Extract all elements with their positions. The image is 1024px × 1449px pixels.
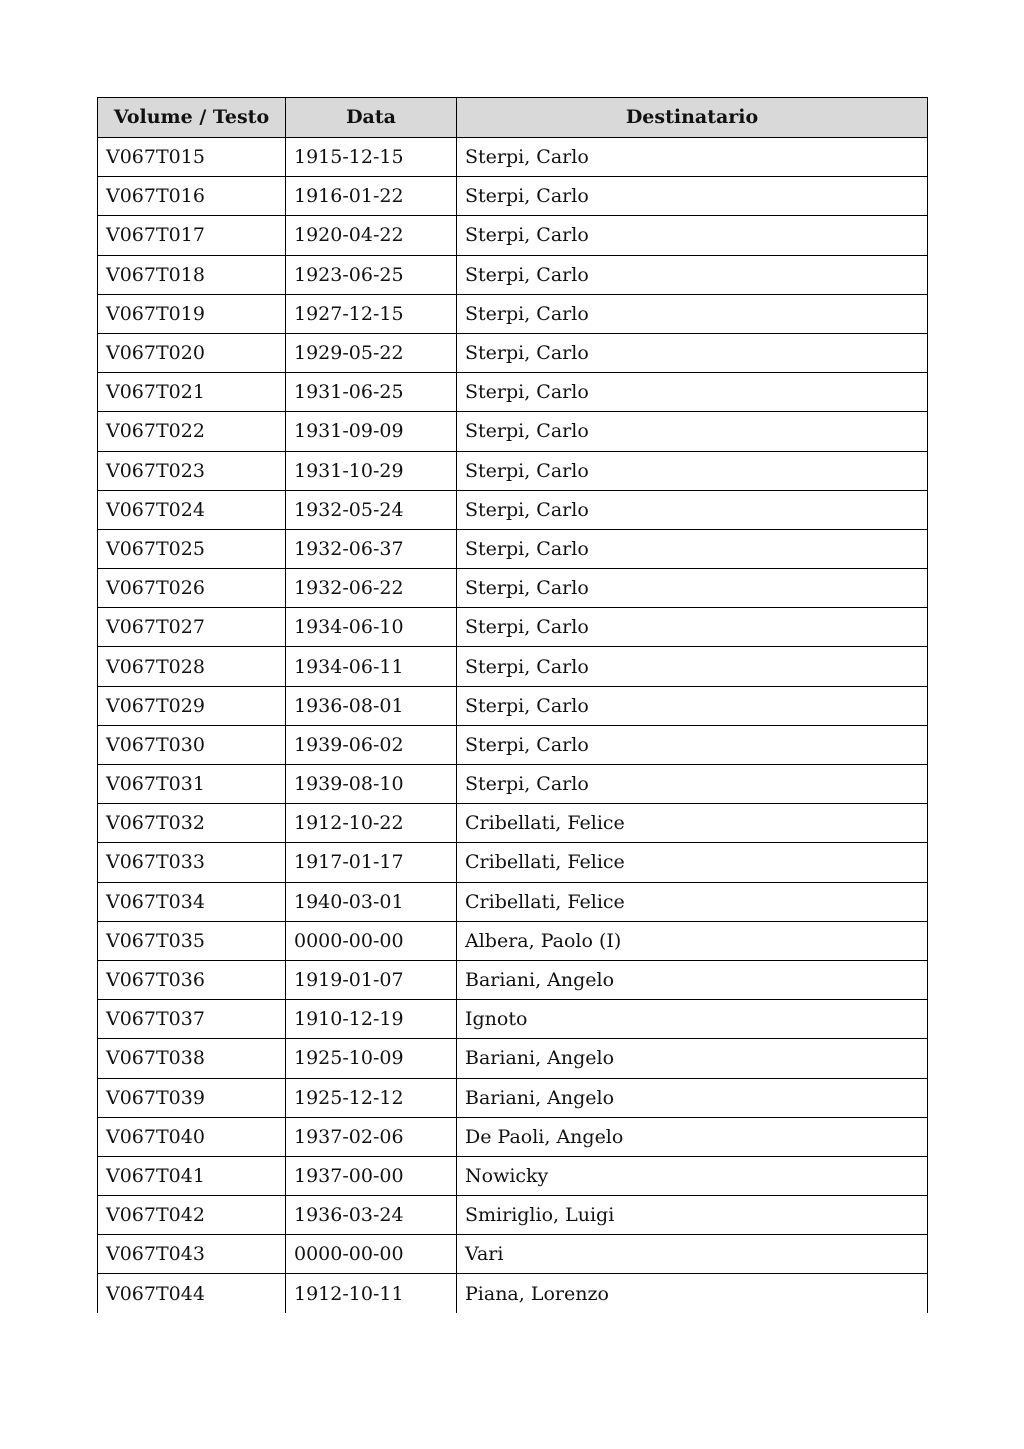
cell-data: 1915-12-15 (286, 138, 457, 177)
cell-volume-testo: V067T025 (98, 529, 286, 568)
cell-destinatario: Ignoto (457, 1000, 928, 1039)
cell-volume-testo: V067T035 (98, 921, 286, 960)
cell-destinatario: Sterpi, Carlo (457, 765, 928, 804)
table-row (98, 373, 928, 412)
cell-volume-testo: V067T016 (98, 177, 286, 216)
table-row (98, 686, 928, 725)
cell-data: 1931-09-09 (286, 412, 457, 451)
cell-data: 1917-01-17 (286, 843, 457, 882)
cell-destinatario: Sterpi, Carlo (457, 177, 928, 216)
cell-destinatario: Sterpi, Carlo (457, 255, 928, 294)
cell-volume-testo: V067T024 (98, 490, 286, 529)
cell-data: 1925-12-12 (286, 1078, 457, 1117)
table-row (98, 1000, 928, 1039)
cell-destinatario: Sterpi, Carlo (457, 725, 928, 764)
table-header (98, 98, 928, 138)
table-row (98, 1078, 928, 1117)
cell-data: 1937-02-06 (286, 1117, 457, 1156)
cell-destinatario: Cribellati, Felice (457, 882, 928, 921)
cell-destinatario: Sterpi, Carlo (457, 490, 928, 529)
cell-data: 1931-06-25 (286, 373, 457, 412)
cell-data: 1939-06-02 (286, 725, 457, 764)
cell-volume-testo: V067T036 (98, 960, 286, 999)
cell-volume-testo: V067T020 (98, 333, 286, 372)
header-row (98, 98, 928, 138)
cell-volume-testo: V067T027 (98, 608, 286, 647)
cell-destinatario: Albera, Paolo (I) (457, 921, 928, 960)
table-row (98, 1039, 928, 1078)
cell-data: 1916-01-22 (286, 177, 457, 216)
table-row (98, 569, 928, 608)
cell-volume-testo: V067T018 (98, 255, 286, 294)
table-row (98, 960, 928, 999)
table-row (98, 882, 928, 921)
table-row (98, 255, 928, 294)
cell-volume-testo: V067T034 (98, 882, 286, 921)
cell-volume-testo: V067T038 (98, 1039, 286, 1078)
table-row (98, 138, 928, 177)
cell-volume-testo: V067T044 (98, 1274, 286, 1313)
cell-data: 1932-06-37 (286, 529, 457, 568)
cell-data: 1932-05-24 (286, 490, 457, 529)
cell-volume-testo: V067T030 (98, 725, 286, 764)
cell-volume-testo: V067T028 (98, 647, 286, 686)
table-row (98, 1196, 928, 1235)
header-volume-testo: Volume / Testo (98, 98, 286, 138)
table-body (98, 138, 928, 1314)
cell-data: 1936-03-24 (286, 1196, 457, 1235)
cell-destinatario: Bariani, Angelo (457, 960, 928, 999)
cell-data: 0000-00-00 (286, 1235, 457, 1274)
cell-data: 1937-00-00 (286, 1156, 457, 1195)
cell-data: 1923-06-25 (286, 255, 457, 294)
table-row (98, 843, 928, 882)
table-row (98, 921, 928, 960)
header-destinatario: Destinatario (457, 98, 928, 138)
cell-destinatario: Sterpi, Carlo (457, 569, 928, 608)
table-row (98, 412, 928, 451)
cell-destinatario: Sterpi, Carlo (457, 333, 928, 372)
table-row (98, 804, 928, 843)
cell-volume-testo: V067T023 (98, 451, 286, 490)
cell-data: 1939-08-10 (286, 765, 457, 804)
cell-destinatario: Nowicky (457, 1156, 928, 1195)
cell-destinatario: Sterpi, Carlo (457, 412, 928, 451)
cell-destinatario: De Paoli, Angelo (457, 1117, 928, 1156)
cell-volume-testo: V067T039 (98, 1078, 286, 1117)
table-row (98, 333, 928, 372)
table-row (98, 725, 928, 764)
table-row (98, 1235, 928, 1274)
cell-destinatario: Sterpi, Carlo (457, 138, 928, 177)
cell-destinatario: Bariani, Angelo (457, 1078, 928, 1117)
cell-data: 1910-12-19 (286, 1000, 457, 1039)
cell-volume-testo: V067T037 (98, 1000, 286, 1039)
table-row (98, 216, 928, 255)
cell-destinatario: Sterpi, Carlo (457, 294, 928, 333)
cell-destinatario: Smiriglio, Luigi (457, 1196, 928, 1235)
table-row (98, 1156, 928, 1195)
cell-volume-testo: V067T041 (98, 1156, 286, 1195)
header-data: Data (286, 98, 457, 138)
cell-destinatario: Bariani, Angelo (457, 1039, 928, 1078)
cell-destinatario: Piana, Lorenzo (457, 1274, 928, 1313)
cell-volume-testo: V067T033 (98, 843, 286, 882)
table-row (98, 1117, 928, 1156)
table-row (98, 647, 928, 686)
cell-destinatario: Cribellati, Felice (457, 843, 928, 882)
cell-volume-testo: V067T021 (98, 373, 286, 412)
cell-volume-testo: V067T042 (98, 1196, 286, 1235)
table-row (98, 1274, 928, 1313)
cell-destinatario: Sterpi, Carlo (457, 451, 928, 490)
table-row (98, 490, 928, 529)
cell-data: 1925-10-09 (286, 1039, 457, 1078)
cell-data: 1931-10-29 (286, 451, 457, 490)
cell-data: 1927-12-15 (286, 294, 457, 333)
cell-destinatario: Sterpi, Carlo (457, 529, 928, 568)
cell-volume-testo: V067T043 (98, 1235, 286, 1274)
cell-data: 1940-03-01 (286, 882, 457, 921)
cell-data: 1934-06-11 (286, 647, 457, 686)
cell-volume-testo: V067T031 (98, 765, 286, 804)
cell-data: 1929-05-22 (286, 333, 457, 372)
cell-destinatario: Cribellati, Felice (457, 804, 928, 843)
cell-destinatario: Sterpi, Carlo (457, 686, 928, 725)
cell-destinatario: Vari (457, 1235, 928, 1274)
cell-volume-testo: V067T026 (98, 569, 286, 608)
cell-destinatario: Sterpi, Carlo (457, 608, 928, 647)
cell-volume-testo: V067T015 (98, 138, 286, 177)
cell-volume-testo: V067T017 (98, 216, 286, 255)
cell-data: 1919-01-07 (286, 960, 457, 999)
cell-volume-testo: V067T022 (98, 412, 286, 451)
table-row (98, 608, 928, 647)
cell-data: 0000-00-00 (286, 921, 457, 960)
cell-data: 1920-04-22 (286, 216, 457, 255)
cell-data: 1934-06-10 (286, 608, 457, 647)
cell-data: 1936-08-01 (286, 686, 457, 725)
cell-volume-testo: V067T029 (98, 686, 286, 725)
cell-destinatario: Sterpi, Carlo (457, 647, 928, 686)
cell-destinatario: Sterpi, Carlo (457, 216, 928, 255)
letters-table (97, 97, 928, 1313)
table-row (98, 451, 928, 490)
table-row (98, 177, 928, 216)
cell-volume-testo: V067T019 (98, 294, 286, 333)
table-row (98, 294, 928, 333)
cell-volume-testo: V067T040 (98, 1117, 286, 1156)
cell-data: 1912-10-11 (286, 1274, 457, 1313)
table-row (98, 765, 928, 804)
cell-data: 1932-06-22 (286, 569, 457, 608)
cell-data: 1912-10-22 (286, 804, 457, 843)
cell-volume-testo: V067T032 (98, 804, 286, 843)
table-row (98, 529, 928, 568)
cell-destinatario: Sterpi, Carlo (457, 373, 928, 412)
